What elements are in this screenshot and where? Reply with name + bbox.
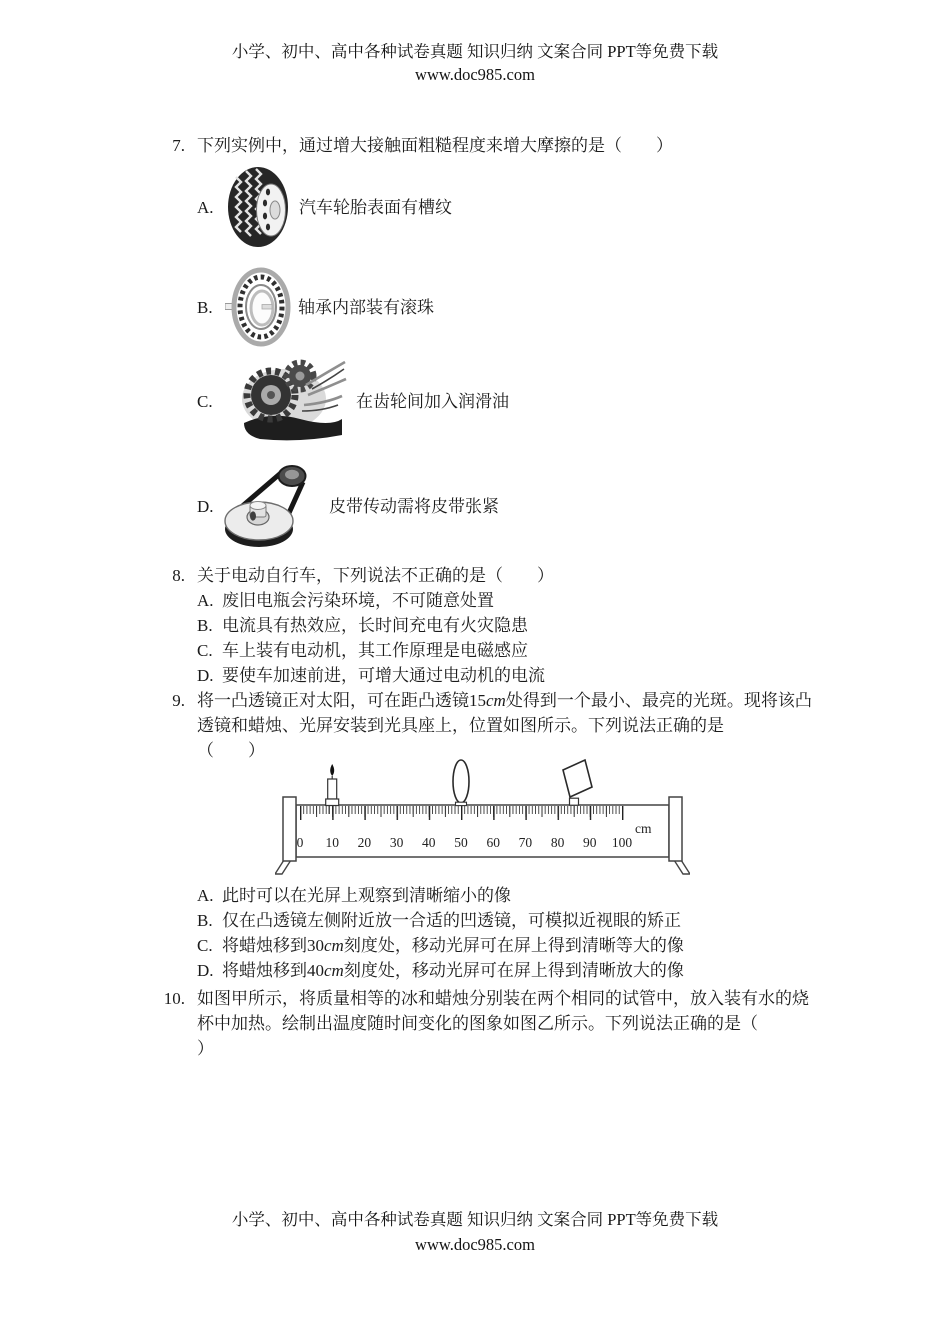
- question-9: [140, 688, 816, 983]
- tick-label: 10: [325, 835, 339, 850]
- cm-unit: cm: [486, 691, 506, 710]
- tick-label: 20: [357, 835, 372, 850]
- q9-option-a: [197, 883, 816, 908]
- tick-label: 60: [486, 835, 500, 850]
- q9-option-b-text: 仅在凸透镜左侧附近放一合适的凹透镜，可模拟近视眼的矫正: [222, 911, 681, 930]
- tick-label: 100: [611, 835, 633, 850]
- ball-bearing-image: [225, 263, 292, 351]
- tick-label: 70: [518, 835, 533, 850]
- q9-option-d-text: 将蜡烛移到40cm刻度处，移动光屏可在屏上得到清晰放大的像: [222, 961, 684, 980]
- question-8-number: 8.: [172, 566, 185, 585]
- tick-label: 90: [583, 835, 597, 850]
- q9-option-d-label: D.: [197, 961, 214, 980]
- q8-option-c: [197, 638, 816, 663]
- tick-label: 0: [296, 835, 304, 850]
- q7-option-c-label: C.: [197, 391, 213, 411]
- q7-option-a: [197, 165, 816, 249]
- q8-option-d-text: 要使车加速前进，可增大通过电动机的电流: [222, 666, 545, 685]
- ruler-ticks: [300, 806, 624, 820]
- q9-option-c-label: C.: [197, 936, 213, 955]
- q9-option-c: [197, 933, 816, 958]
- q9-option-b-label: B.: [197, 911, 213, 930]
- q7-option-d-label: D.: [197, 496, 214, 516]
- q8-option-b: [197, 613, 816, 638]
- page-header: [0, 40, 950, 86]
- q7-option-a-text: 汽车轮胎表面有槽纹: [299, 197, 452, 217]
- candle-icon: [326, 764, 339, 806]
- tick-label: 30: [389, 835, 404, 850]
- ball-bearing-icon: [225, 263, 292, 351]
- ruler-unit-label: cm: [635, 821, 652, 836]
- q8-option-a-label: A.: [197, 591, 214, 610]
- q8-option-b-label: B.: [197, 616, 213, 635]
- question-7-number: 7.: [172, 136, 185, 155]
- tick-label: 50: [454, 835, 468, 850]
- page-footer: [0, 1207, 950, 1257]
- optical-bench-svg: [275, 757, 690, 875]
- q7-option-d: [197, 463, 816, 549]
- q9-option-a-text: 此时可以在光屏上观察到清晰缩小的像: [222, 886, 511, 905]
- belt-drive-image: [222, 463, 315, 549]
- footer-site-url: www.doc985.com: [415, 1235, 535, 1254]
- light-screen-icon: [563, 760, 592, 805]
- q8-option-c-text: 车上装有电动机，其工作原理是电磁感应: [222, 641, 528, 660]
- question-7: [140, 133, 816, 549]
- q8-option-a-text: 废旧电瓶会污染环境，不可随意处置: [222, 591, 494, 610]
- belt-pulley-icon: [222, 463, 315, 549]
- q7-option-d-text: 皮带传动需将皮带张紧: [329, 496, 499, 516]
- q9-option-d: [197, 958, 816, 983]
- q7-option-b: [197, 263, 816, 351]
- question-9-answer-paren: （ ）: [197, 741, 265, 760]
- q8-option-d: [197, 663, 816, 688]
- question-10-text: 如图甲所示，将质量相等的冰和蜡烛分别装在两个相同的试管中，放入装有水的烧杯中加热。绘制出温度随时间变化的图象如图乙所示。下列说法正确的是（: [197, 989, 809, 1033]
- question-10-paren-close: ）: [197, 1039, 214, 1058]
- q7-option-c: [197, 359, 816, 443]
- gears-lubricant-icon: [238, 359, 348, 443]
- question-8-text: 关于电动自行车，下列说法不正确的是（ ）: [197, 566, 554, 585]
- question-9-text: 将一凸透镜正对太阳，可在距凸透镜15cm处得到一个最小、最亮的光斑。现将该凸透镜和蜡烛、光屏安装到光具座上，位置如图所示。下列说法正确的是: [197, 691, 812, 735]
- q7-option-a-label: A.: [197, 197, 214, 217]
- q9-option-c-text: 将蜡烛移到30cm刻度处，移动光屏可在屏上得到清晰等大的像: [222, 936, 684, 955]
- q9-option-b: [197, 908, 816, 933]
- header-site-url: www.doc985.com: [415, 65, 535, 84]
- question-10-number: 10.: [163, 989, 185, 1008]
- truck-tire-icon: [222, 165, 293, 249]
- tick-label: 80: [550, 835, 565, 850]
- q7-option-b-text: 轴承内部装有滚珠: [298, 297, 434, 317]
- question-10: [140, 986, 816, 1061]
- q9-option-a-label: A.: [197, 886, 214, 905]
- question-7-text: 下列实例中，通过增大接触面粗糙程度来增大摩擦的是（ ）: [197, 136, 673, 155]
- gears-image: [238, 359, 348, 443]
- question-8: [140, 563, 816, 688]
- optical-bench-figure: [275, 757, 816, 875]
- q8-option-c-label: C.: [197, 641, 213, 660]
- question-9-number: 9.: [172, 691, 185, 710]
- footer-slogan: 小学、初中、高中各种试卷真题 知识归纳 文案合同 PPT等免费下载: [231, 1210, 719, 1229]
- q7-option-b-label: B.: [197, 297, 213, 317]
- q8-option-b-text: 电流具有热效应，长时间充电有火灾隐患: [222, 616, 528, 635]
- convex-lens-icon: [453, 760, 469, 806]
- truck-tire-image: [222, 165, 293, 249]
- q7-option-c-text: 在齿轮间加入润滑油: [356, 391, 509, 411]
- tick-label: 40: [422, 835, 436, 850]
- q8-option-a: [197, 588, 816, 613]
- header-slogan: 小学、初中、高中各种试卷真题 知识归纳 文案合同 PPT等免费下载: [231, 42, 719, 61]
- q8-option-d-label: D.: [197, 666, 214, 685]
